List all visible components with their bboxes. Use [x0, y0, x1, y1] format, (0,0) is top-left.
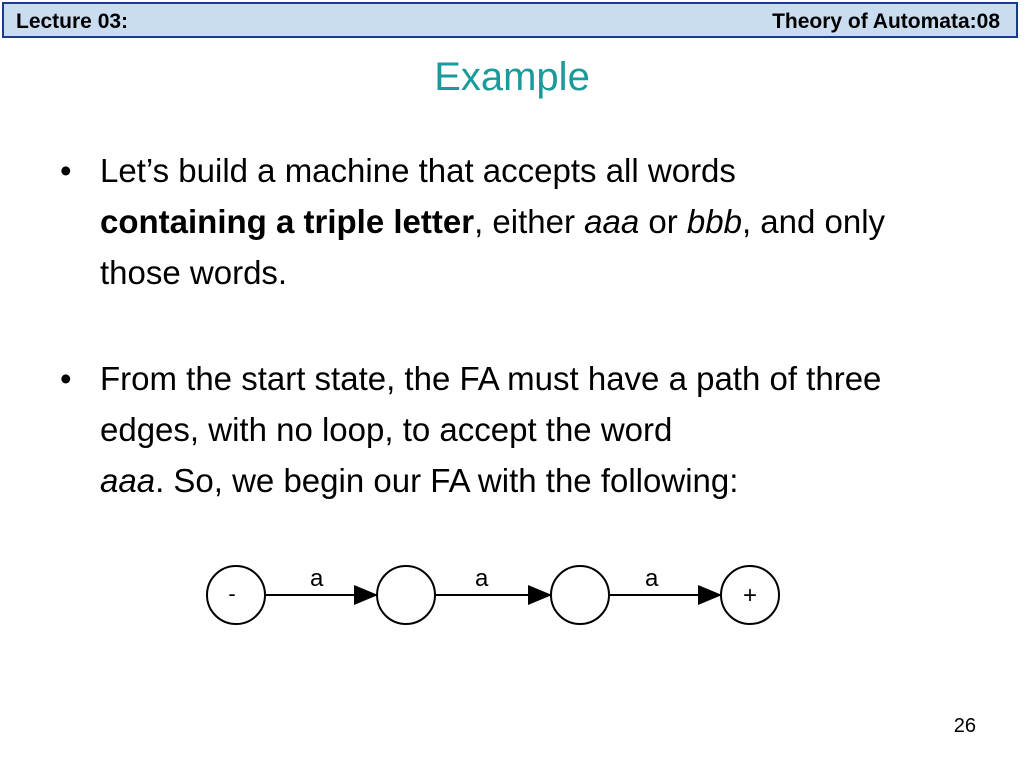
bullet-item [60, 353, 960, 506]
bullet-text: Let’s build a machine that accepts all words containing a triple letter, either aaa or bbb, and only those words. [100, 152, 886, 291]
course-label: Theory of Automata:08 [772, 10, 1000, 33]
state [551, 566, 609, 624]
state [377, 566, 435, 624]
header-bar [2, 2, 1018, 38]
slide-title: Example [434, 55, 590, 99]
lecture-label: Lecture 03: [16, 10, 129, 33]
edge-label: a [310, 565, 324, 592]
fa-edge [436, 565, 550, 595]
fa-diagram [190, 550, 800, 640]
page-number: 26 [953, 715, 976, 737]
final-state [721, 566, 779, 624]
bullet-dot-icon: • [60, 360, 72, 397]
state-label: - [228, 581, 236, 606]
bullet-dot-icon: • [60, 152, 72, 189]
state-label: + [742, 582, 758, 609]
start-state [207, 566, 265, 624]
edge-label: a [475, 565, 489, 592]
bullet-item [60, 145, 960, 298]
bullet-text: From the start state, the FA must have a path of three edges, with no loop, to accept the word aaa. So, we begin our FA with the following: [100, 360, 882, 499]
fa-edge [266, 565, 376, 595]
fa-edge [610, 565, 720, 595]
edge-label: a [645, 565, 659, 592]
